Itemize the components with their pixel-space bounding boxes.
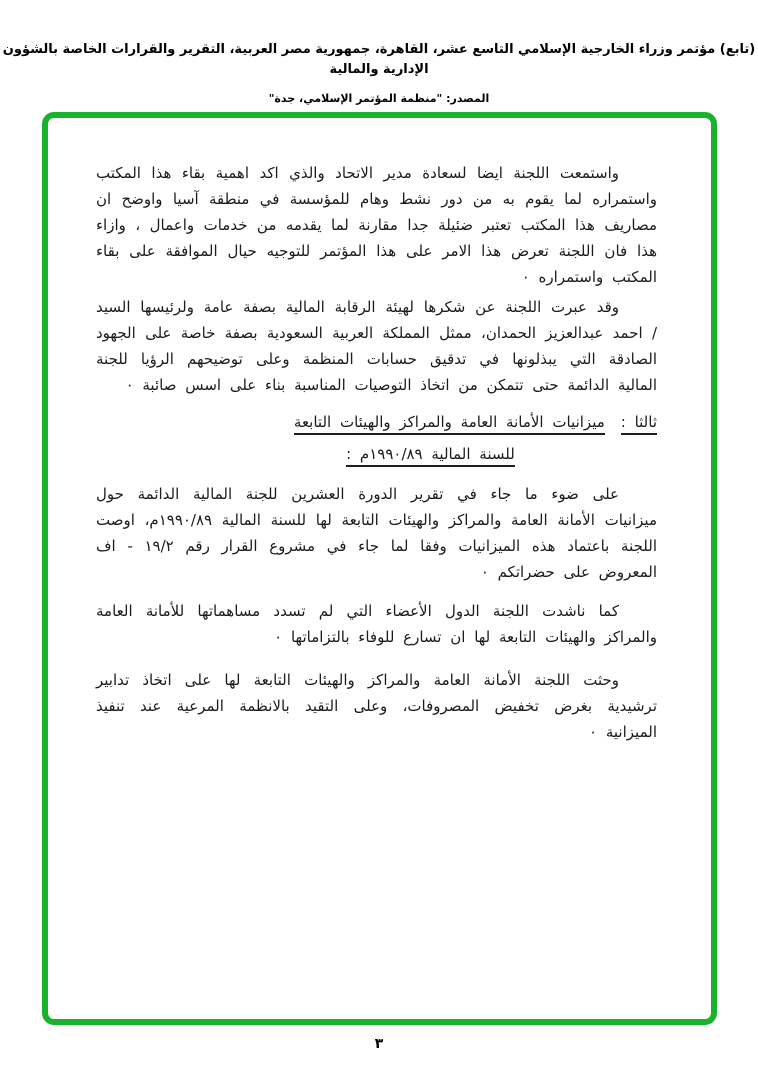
page-number: ٣	[374, 1036, 384, 1052]
document-header	[0, 40, 758, 105]
section-title-line1: ميزانيات الأمانة العامة والمراكز والهيئات التابعة	[294, 413, 605, 435]
section-marker-text: ثالثا :	[621, 413, 657, 435]
paragraph-member-states-appeal: كما ناشدت اللجنة الدول الأعضاء التي لم تسدد مساهماتها للأمانة العامة والمراكز والهيئات التابعة لها ان تسارع للوفاء بالتزاماتها ٠	[96, 602, 657, 646]
section-marker	[621, 409, 657, 467]
section-title-line2: للسنة المالية ١٩٩٠/٨٩م :	[346, 445, 515, 467]
paragraph-committee-office: واستمعت اللجنة ايضا لسعادة مدير الاتحاد والذي اكد اهمية بقاء هذا المكتب واستمراره لما يقوم به من دور نشط وهام للمؤسسة في منطقة آسيا واوضح ان مصاريف هذا المكتب تعتبر ضئيلة جدا مقارنة لما يقدمه من خدمات واعمال ، وازاء هذا فان اللجنة تعرض هذا الامر على هذا المؤتمر للتوجيه حيال الموافقة على بقاء المكتب واستمراره ٠	[96, 164, 657, 286]
section-title	[96, 409, 605, 467]
paragraph-audit-thanks: وقد عبرت اللجنة عن شكرها لهيئة الرقابة المالية بصفة عامة ولرئيسها السيد / احمد عبدالعزيز الحمدان، ممثل المملكة العربية السعودية بصفة خاصة على الجهود الصادقة التي يبذلونها في تدقيق حسابات المنظمة وعلى توضيحهم الرؤيا للجنة المالية الدائمة حتى تتمكن من اتخاذ التوصيات المناسبة بناء على اسس صائبة ٠	[96, 298, 657, 394]
section-title-line2-row	[96, 441, 605, 467]
section-heading-third	[96, 409, 657, 467]
section-title-line1-row	[96, 409, 605, 435]
paragraph-rationalization-urge: وحثت اللجنة الأمانة العامة والمراكز والهيئات التابعة لها على اتخاذ تدابير ترشيدية بغرض تخفيض المصروفات، وعلى التقيد بالانظمة المرعية عند تنفيذ الميزانية ٠	[96, 671, 657, 741]
document-source: المصدر: "منظمة المؤتمر الإسلامي، جدة"	[268, 92, 490, 105]
green-border-frame	[42, 112, 717, 1025]
document-title: (تابع) مؤتمر وزراء الخارجية الإسلامي التاسع عشر، القاهرة، جمهورية مصر العربية، التقرير والقرارات الخاصة بالشؤون الإدارية والمالية	[2, 42, 756, 77]
paragraph-budgets-recommendation: على ضوء ما جاء في تقرير الدورة العشرين للجنة المالية الدائمة حول ميزانيات الأمانة العامة والمراكز والهيئات التابعة لها للسنة المالية ١٩٩٠/٨٩م، اوصت اللجنة باعتماد هذه الميزانيات وفقا لما جاء في مشروع القرار رقم ١٩/٢ - اف المعروض على حضراتكم ٠	[96, 485, 657, 581]
